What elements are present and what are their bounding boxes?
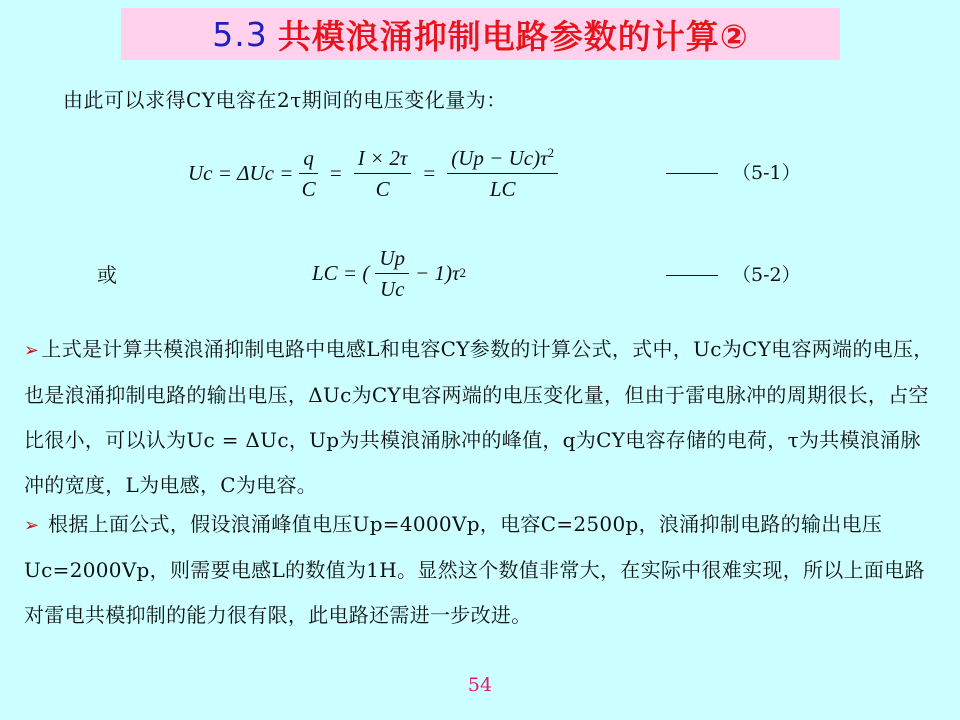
bullet-arrow-icon: ➢ xyxy=(24,340,40,361)
intro-sentence: 由此可以求得CY电容在2τ期间的电压变化量为： xyxy=(63,88,507,112)
eq2-ref-label: （5-2） xyxy=(732,264,801,286)
equals-sign: = xyxy=(423,160,436,185)
eq1-fraction-3 xyxy=(447,145,558,202)
eq1-fraction-2 xyxy=(354,145,412,202)
slide-title xyxy=(121,8,840,60)
eq2-tail: − 1)τ xyxy=(415,260,460,285)
equation-5-2: LC = ( $\frac{Up}{Uc}$ − 1)τ 2 xyxy=(312,245,466,301)
equation-ref-5-1 xyxy=(666,158,801,185)
paragraph-1 xyxy=(24,327,940,508)
eq1-f1-denominator: C xyxy=(301,176,316,201)
eq1-ref-label: （5-1） xyxy=(732,162,801,184)
eq1-f2-denominator: C xyxy=(375,176,390,201)
paragraph-2 xyxy=(24,502,940,638)
eq1-fraction-1 xyxy=(299,145,318,202)
bullet-arrow-icon: ➢ xyxy=(24,515,40,536)
paragraph-2-text: 根据上面公式，假设浪涌峰值电压Up=4000Vp，电容C=2500p，浪涌抑制电路的输出电压Uc=2000Vp，则需要电感L的数值为1H。显然这个数值非常大，在实际中很难实现，所以上面电路对雷电共模抑制的能力很有限，此电路还需进一步改进。 xyxy=(24,512,925,627)
eq1-f2-numerator: I × 2τ xyxy=(354,145,412,174)
or-label: 或 xyxy=(97,263,117,287)
eq1-f3-num-text: (Up − Uc)τ xyxy=(451,145,548,170)
dash-rule xyxy=(666,275,718,276)
dash-rule xyxy=(666,173,718,174)
equation-5-1 xyxy=(188,138,564,208)
eq2-fraction xyxy=(375,245,409,302)
page-number: 54 xyxy=(467,674,493,696)
equation-ref-5-2 xyxy=(666,260,801,287)
eq2-denominator: Uc xyxy=(379,276,405,301)
eq2-numerator: Up xyxy=(375,245,409,274)
eq1-f3-exponent: 2 xyxy=(547,144,555,160)
paragraph-1-text: 上式是计算共模浪涌抑制电路中电感L和电容CY参数的计算公式，式中，Uc为CY电容两端的电压，也是浪涌抑制电路的输出电压，ΔUc为CY电容两端的电压变化量，但由于雷电脉冲的周期很长，占空比很小，可以认为Uc = ΔUc，Up为共模浪涌脉冲的峰值，q为CY电容存储的电荷，τ为共模浪涌脉冲的宽度，L为电感，C为电容。 xyxy=(24,337,934,497)
eq1-f1-numerator: q xyxy=(299,145,318,174)
eq2-lhs: LC = ( xyxy=(312,260,370,285)
title-text: 共模浪涌抑制电路参数的计算② xyxy=(277,16,749,56)
equals-sign: = xyxy=(329,160,342,185)
eq1-f3-numerator xyxy=(447,145,558,174)
section-number: 5.3 xyxy=(212,14,268,54)
eq1-lhs: Uc = ΔUc = xyxy=(188,160,294,185)
eq1-f3-denominator: LC xyxy=(489,176,516,201)
